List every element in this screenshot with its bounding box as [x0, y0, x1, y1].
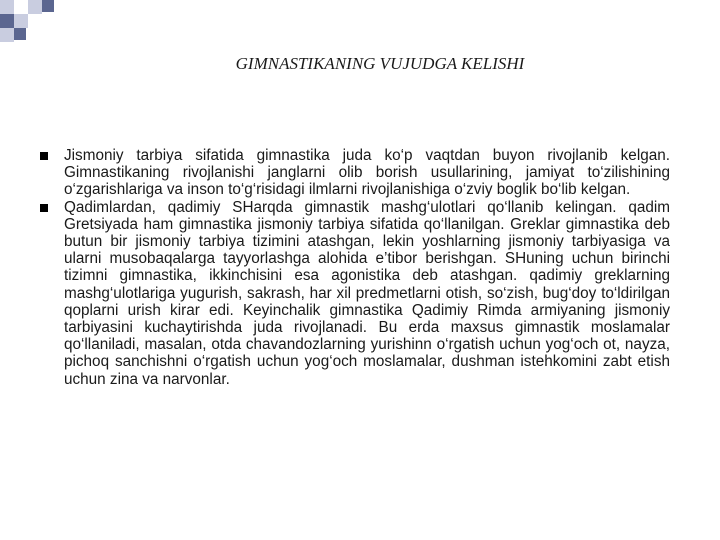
bullet-text: Jismoniy tarbiya sifatida gimnastika juda ko‘p vaqtdan buyon rivojlanib kelgan. Gimnastikaning rivojlanishi janglarni olib borish usullarining, jamiyat to‘zilishining o‘zgarishlariga va inson to‘g‘risidagi ilmlarni rivojlanishiga o‘zviy boglik bo‘lib kelgan.: [64, 147, 670, 199]
bullet-text: Qadimlardan, qadimiy SHarqda gimnastik mashg‘ulotlari qo‘llanib kelingan. qadim Gretsiyada ham gimnastika jismoniy tarbiya sifatida qo‘llanilgan. Greklar gimnastika deb butun bir jismoniy tarbiya tizimini atashgan, lekin yoshlarning jismoniy tarbiyasiga va ularni musobaqalarga tayyorlashga alohida e’tibor berishgan. SHuning uchun birinchi tizimni gimnastika, ikkinchisini esa agonistika deb atashgan. qadimiy greklarning mashg‘ulotlariga yugurish, sakrash, har xil predmetlarni otish, so‘zish, bug‘doy to‘ldirilgan qoplarni urish kirar edi. Keyinchalik gimnastika Qadimiy Rimda armiyaning jismoniy tarbiyasini kuchaytirishda juda rivojlanadi. Bu erda maxsus gimnastik moslamalar qo‘llaniladi, masalan, otda chavandozlarning yurishinn o‘rgatish uchun yog‘och ot, nayza, pichoq sanchishni o‘rgatish uchun yog‘och moslamalar, dushman istehkomini zabt etish uchun zina va narvonlar.: [64, 198, 670, 388]
bullet-item: [40, 199, 670, 388]
bullet-list: [40, 147, 670, 388]
bullet-item: [40, 147, 670, 199]
square-bullet-icon: [40, 204, 48, 212]
slide-title: GIMNASTIKANING VUJUDGA KELISHI: [235, 54, 525, 73]
corner-decoration: [0, 0, 60, 60]
square-bullet-icon: [40, 152, 48, 160]
